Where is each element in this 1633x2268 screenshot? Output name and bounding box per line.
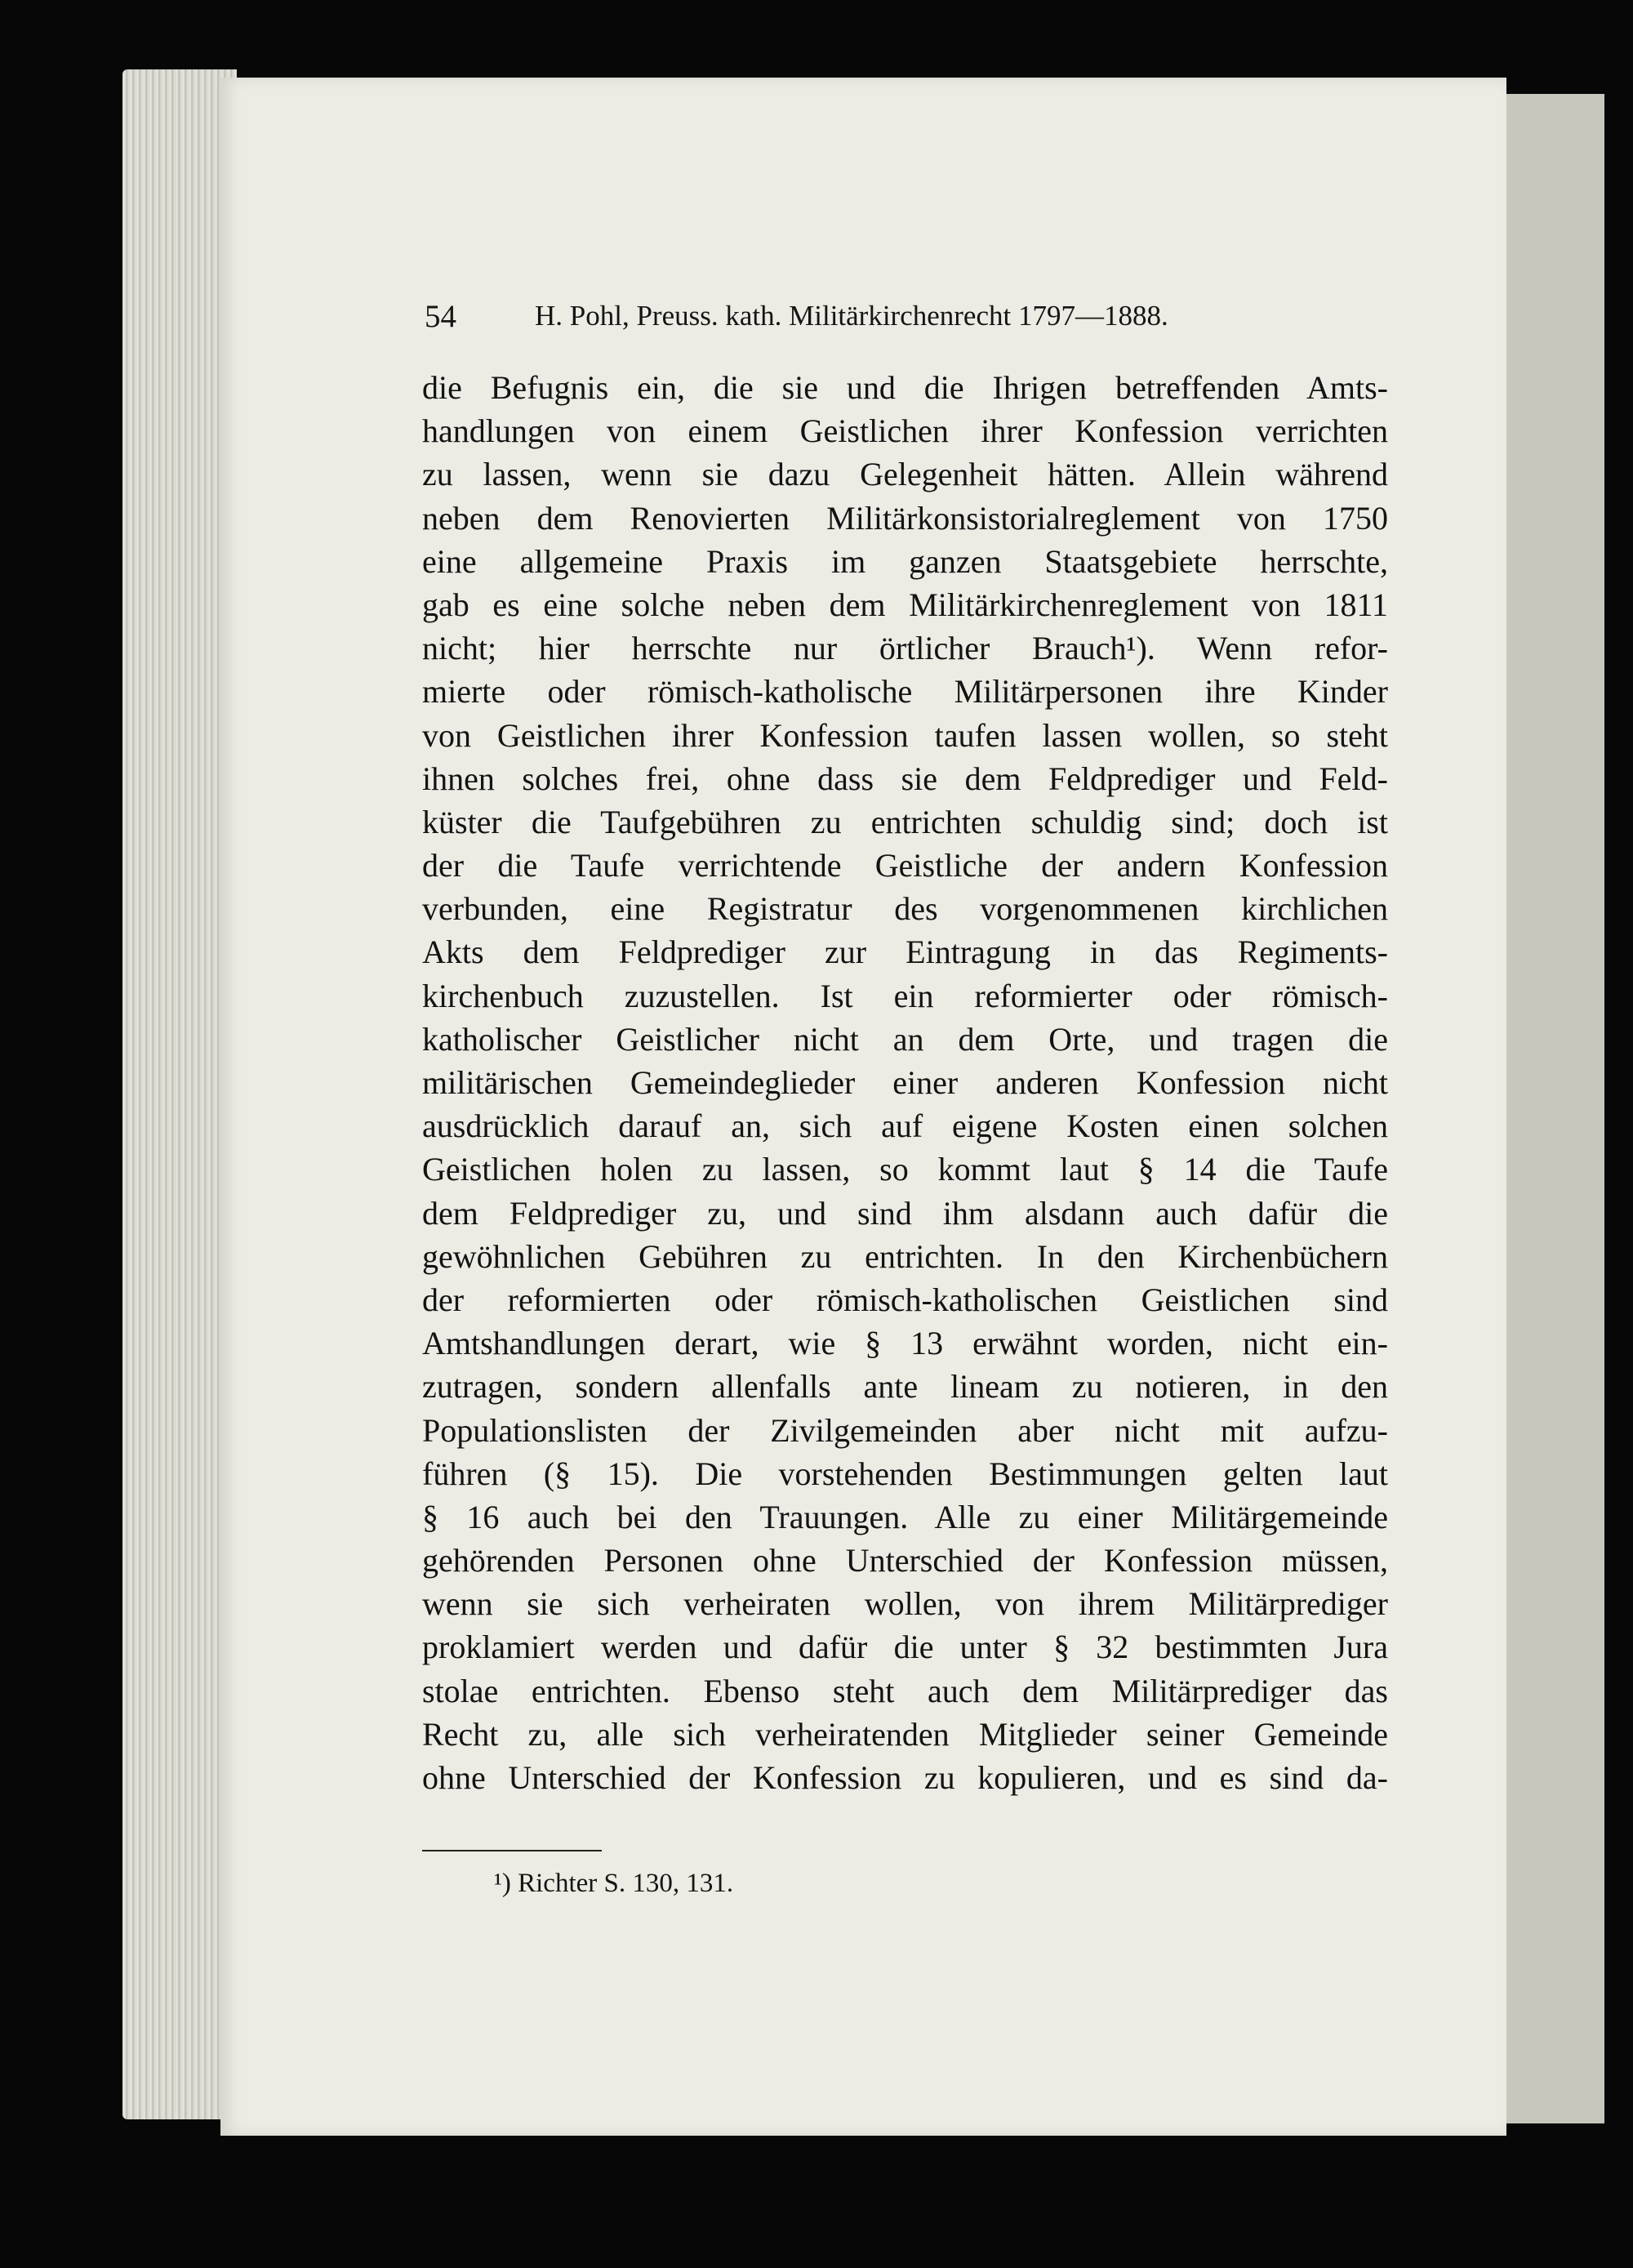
page-number: 54 [425,299,456,334]
text-line: Akts dem Feldprediger zur Eintragung in das Regiments- [422,933,1388,971]
text-line: zu lassen, wenn sie dazu Gelegenheit hätten. Allein während [422,456,1388,493]
text-line: küster die Taufgebühren zu entrichten schuldig sind; doch ist [422,803,1388,840]
text-line: Geistlichen holen zu lassen, so kommt laut § 14 die Taufe [422,1151,1388,1188]
text-line: Recht zu, alle sich verheiratenden Mitglieder seiner Gemeinde [422,1715,1388,1753]
text-line: eine allgemeine Praxis im ganzen Staatsgebiete herrschte, [422,542,1388,580]
text-line: ausdrücklich darauf an, sich auf eigene Kosten einen solchen [422,1107,1388,1145]
text-line: neben dem Renovierten Militärkonsistorialreglement von 1750 [422,499,1388,537]
text-line: gewöhnlichen Gebühren zu entrichten. In den Kirchenbüchern [422,1237,1388,1275]
running-title: H. Pohl, Preuss. kath. Militärkirchenrecht 1797—1888. [535,300,1168,332]
text-line: Amtshandlungen derart, wie § 13 erwähnt worden, nicht ein- [422,1325,1388,1362]
page-header [425,298,1388,339]
text-line: die Befugnis ein, die sie und die Ihrigen betreffenden Amts- [422,369,1388,406]
next-page-edge [1506,94,1604,2123]
footnote-rule [422,1850,602,1851]
book-page-edges [122,69,237,2119]
text-line: ihnen solches frei, ohne dass sie dem Feldprediger und Feld- [422,760,1388,797]
text-line: katholischer Geistlicher nicht an dem Orte, und tragen die [422,1020,1388,1058]
text-line: militärischen Gemeindeglieder einer anderen Konfession nicht [422,1064,1388,1101]
text-line: nicht; hier herrschte nur örtlicher Brauch¹). Wenn refor- [422,630,1388,667]
text-line: mierte oder römisch-katholische Militärpersonen ihre Kinder [422,673,1388,711]
text-line: § 16 auch bei den Trauungen. Alle zu einer Militärgemeinde [422,1498,1388,1535]
text-line: wenn sie sich verheiraten wollen, von ihrem Militärprediger [422,1585,1388,1623]
text-line: der reformierten oder römisch-katholischen Geistlichen sind [422,1281,1388,1318]
text-line: gab es eine solche neben dem Militärkirchenreglement von 1811 [422,586,1388,623]
text-line: verbunden, eine Registratur des vorgenommenen kirchlichen [422,890,1388,928]
text-line: dem Feldprediger zu, und sind ihm alsdann auch dafür die [422,1194,1388,1232]
text-line: von Geistlichen ihrer Konfession taufen lassen wollen, so steht [422,716,1388,754]
text-line: handlungen von einem Geistlichen ihrer Konfession verrichten [422,412,1388,450]
text-line: Populationslisten der Zivilgemeinden aber nicht mit aufzu- [422,1411,1388,1449]
text-line: kirchenbuch zuzustellen. Ist ein reformierter oder römisch- [422,977,1388,1014]
text-line: führen (§ 15). Die vorstehenden Bestimmungen gelten laut [422,1455,1388,1492]
text-line: zutragen, sondern allenfalls ante lineam zu notieren, in den [422,1368,1388,1406]
text-line: stolae entrichten. Ebenso steht auch dem Militärprediger das [422,1672,1388,1709]
text-line: ohne Unterschied der Konfession zu kopulieren, und es sind da- [422,1759,1388,1796]
footnote: ¹) Richter S. 130, 131. [494,1869,734,1898]
text-line: proklamiert werden und dafür die unter § 32 bestimmten Jura [422,1629,1388,1666]
text-line: gehörenden Personen ohne Unterschied der Konfession müssen, [422,1542,1388,1580]
text-line: der die Taufe verrichtende Geistliche der andern Konfession [422,847,1388,884]
body-text [422,366,1388,1799]
